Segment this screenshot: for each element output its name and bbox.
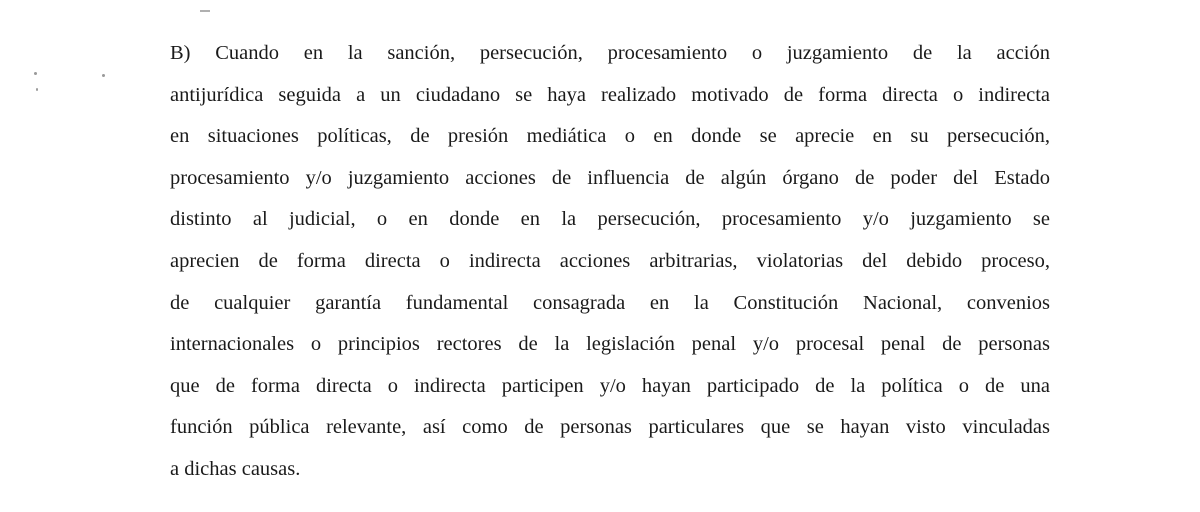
scan-artifact-dot [36, 88, 38, 91]
paragraph-line: función pública relevante, así como de personas particulares que se hayan visto vinculadas [170, 416, 1050, 439]
paragraph-line: que de forma directa o indirecta participen y/o hayan participado de la política o de una [170, 374, 1050, 397]
paragraph-line: antijurídica seguida a un ciudadano se haya realizado motivado de forma directa o indirecta [170, 83, 1050, 106]
paragraph-line: procesamiento y/o juzgamiento acciones de influencia de algún órgano de poder del Estado [170, 166, 1050, 189]
paragraph-b [170, 33, 1050, 491]
paragraph-line: B) Cuando en la sanción, persecución, procesamiento o juzgamiento de la acción [170, 42, 1050, 64]
paragraph-line: aprecien de forma directa o indirecta acciones arbitrarias, violatorias del debido proceso, [170, 249, 1050, 272]
paragraph-line: de cualquier garantía fundamental consagrada en la Constitución Nacional, convenios [170, 291, 1050, 314]
paragraph-line: a dichas causas. [170, 457, 301, 480]
scan-artifact-dot [102, 74, 105, 77]
scan-artifact-dot [34, 72, 37, 75]
scan-artifact-dash [200, 10, 210, 12]
paragraph-line: distinto al judicial, o en donde en la persecución, procesamiento y/o juzgamiento se [170, 208, 1050, 231]
paragraph-line: en situaciones políticas, de presión mediática o en donde se aprecie en su persecución, [170, 125, 1050, 148]
paragraph-line: internacionales o principios rectores de la legislación penal y/o procesal penal de personas [170, 333, 1050, 356]
